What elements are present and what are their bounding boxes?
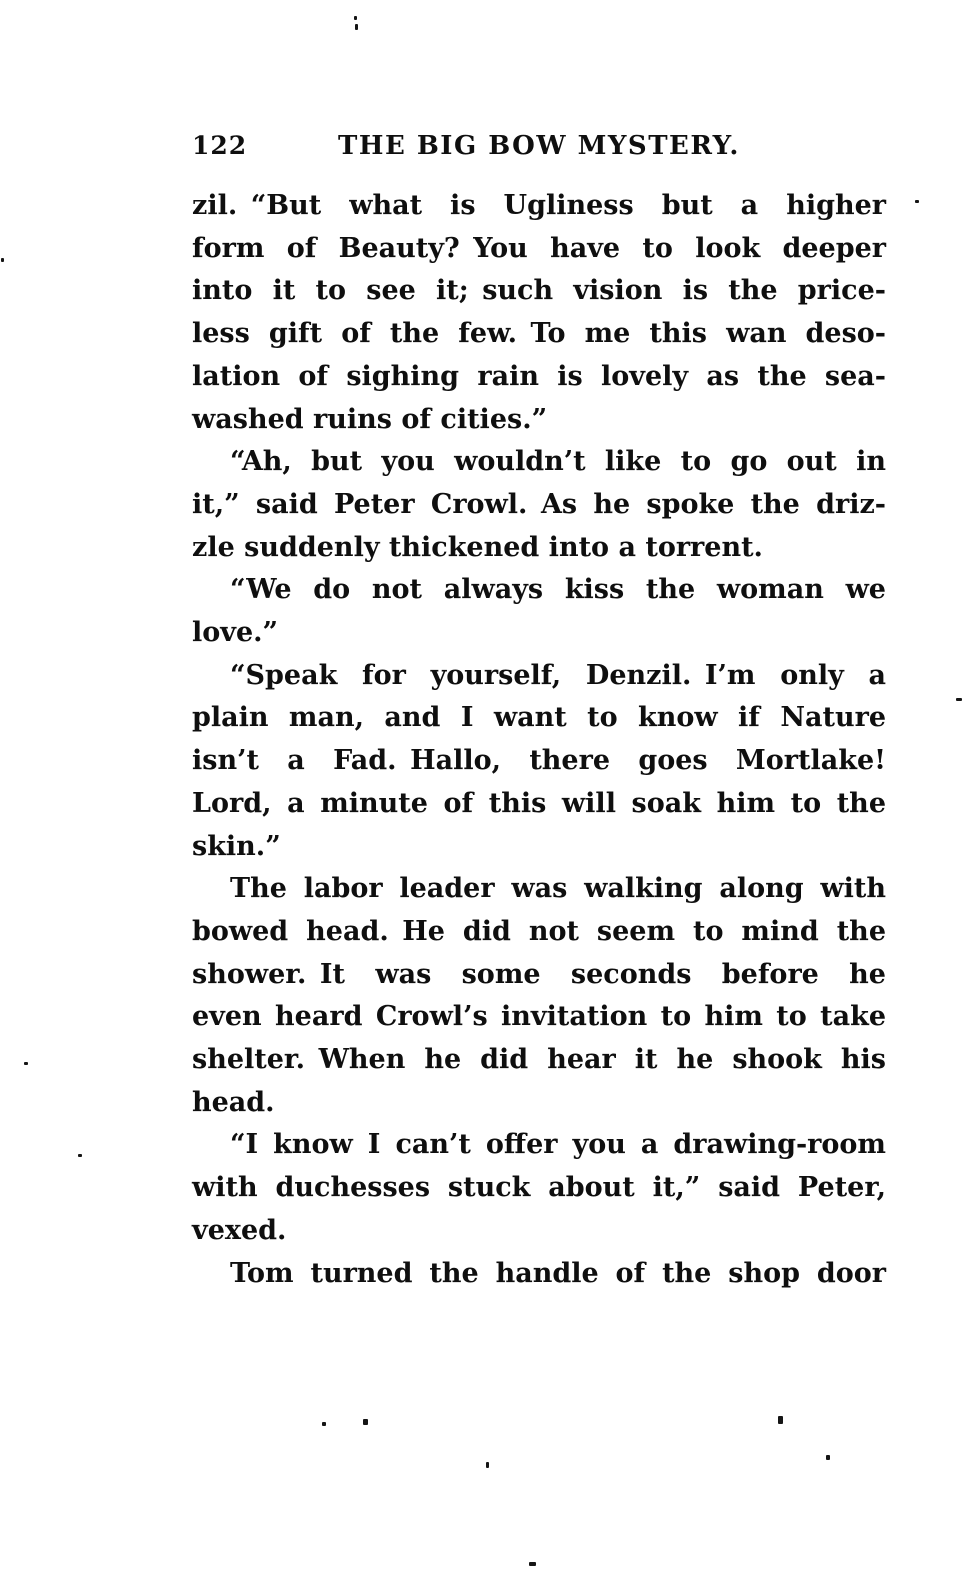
text-line: The labor leader was walking along with bbox=[230, 873, 886, 905]
text-line: isn’t a Fad. Hallo, there goes Mortlake! bbox=[192, 745, 886, 777]
text-line: lation of sighing rain is lovely as the sea- bbox=[192, 360, 886, 392]
text-line: “Ah, but you wouldn’t like to go out in bbox=[230, 446, 886, 478]
text-line: “We do not always kiss the woman we bbox=[230, 574, 886, 606]
text-line: bowed head. He did not seem to mind the bbox=[192, 915, 886, 947]
scan-artifact bbox=[322, 1422, 326, 1426]
scan-artifact bbox=[915, 200, 919, 203]
text-line: zil. “But what is Ugliness but a higher bbox=[192, 190, 886, 221]
scan-artifact bbox=[956, 698, 962, 701]
page-header bbox=[192, 130, 886, 166]
scan-artifact bbox=[778, 1416, 783, 1424]
text-line: zle suddenly thickened into a torrent. bbox=[192, 531, 763, 563]
text-line: with duchesses stuck about it,” said Peter, bbox=[192, 1172, 886, 1204]
page-number: 122 bbox=[192, 131, 248, 160]
text-line: vexed. bbox=[192, 1214, 287, 1246]
scan-artifact bbox=[529, 1562, 536, 1566]
running-title: THE BIG BOW MYSTERY. bbox=[338, 131, 740, 161]
body-text bbox=[192, 185, 886, 1295]
scan-artifact bbox=[24, 1062, 28, 1065]
text-line: shelter. When he did hear it he shook his bbox=[192, 1044, 886, 1076]
text-line: form of Beauty? You have to look deeper bbox=[192, 232, 886, 264]
text-line: Lord, a minute of this will soak him to the bbox=[192, 787, 886, 819]
scan-artifact bbox=[363, 1419, 368, 1425]
text-line: Tom turned the handle of the shop door bbox=[230, 1257, 886, 1289]
text-line: into it to see it; such vision is the price- bbox=[192, 275, 886, 307]
scan-artifact bbox=[486, 1462, 489, 1468]
text-line: “I know I can’t offer you a drawing-room bbox=[230, 1129, 886, 1161]
scan-artifact bbox=[355, 24, 358, 30]
text-line: skin.” bbox=[192, 830, 281, 862]
text-line: even heard Crowl’s invitation to him to take bbox=[192, 1001, 886, 1033]
text-line: love.” bbox=[192, 617, 279, 649]
text-line: “Speak for yourself, Denzil. I’m only a bbox=[230, 659, 886, 691]
scan-artifact bbox=[826, 1455, 830, 1460]
scan-artifact bbox=[354, 16, 357, 20]
text-line: it,” said Peter Crowl. As he spoke the driz- bbox=[192, 488, 886, 520]
scan-artifact bbox=[78, 1154, 82, 1157]
text-line: less gift of the few. To me this wan deso- bbox=[192, 318, 886, 350]
text-line: plain man, and I want to know if Nature bbox=[192, 702, 886, 734]
text-line: shower. It was some seconds before he bbox=[192, 958, 886, 990]
text-line: head. bbox=[192, 1086, 275, 1118]
scan-artifact bbox=[1, 258, 4, 262]
text-line: washed ruins of cities.” bbox=[192, 403, 548, 435]
